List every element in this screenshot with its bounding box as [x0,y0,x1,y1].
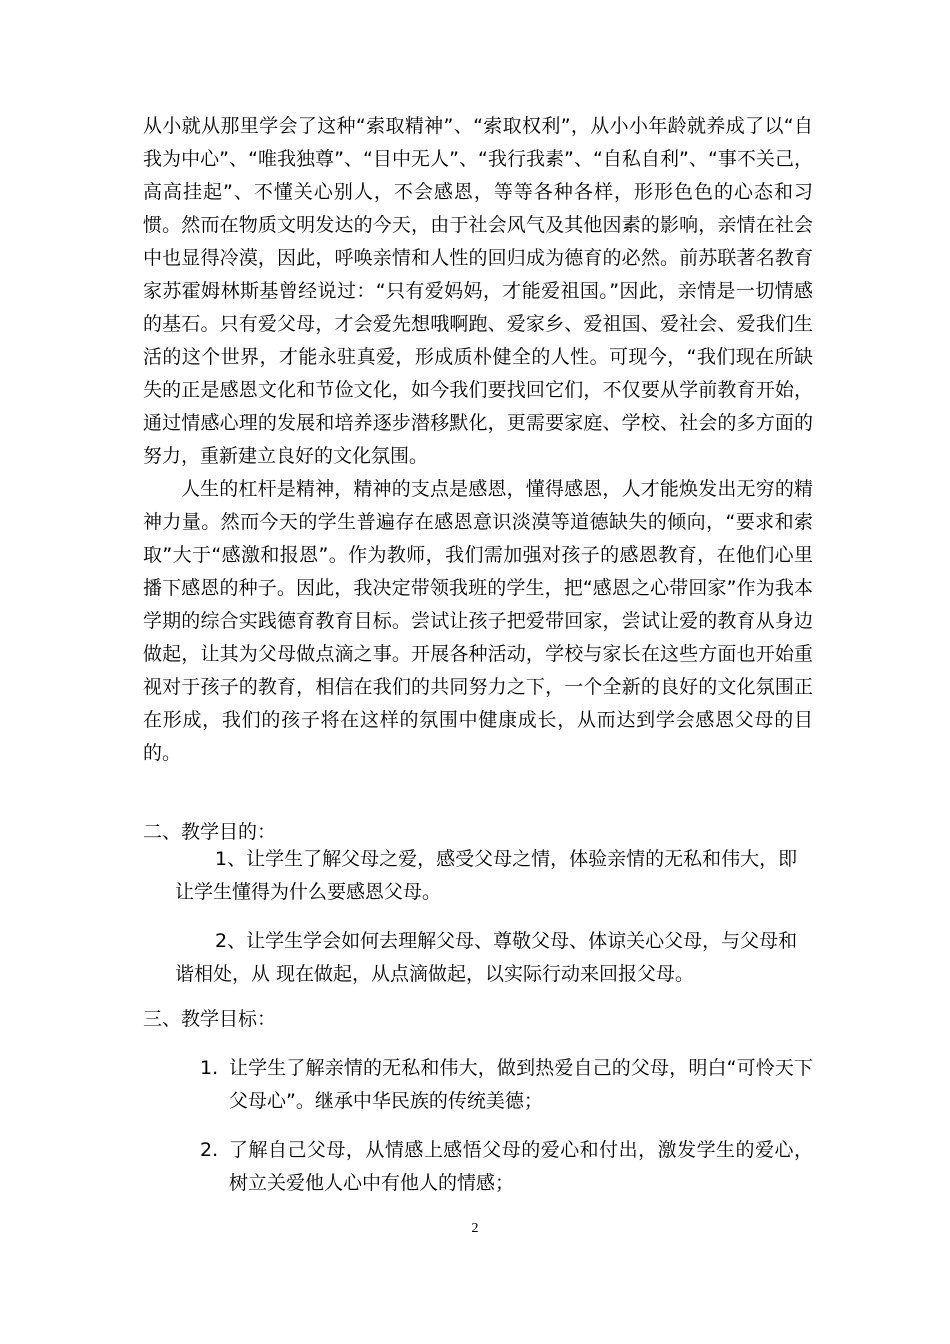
body-paragraph-2: 人生的杠杆是精神，精神的支点是感恩，懂得感恩，人才能焕发出无穷的精神力量。然而今天的学生普遍存在感恩意识淡漠等道德缺失的倾向，“要求和索取”大于“感激和报恩”。作为教师，我们需加强对孩子的感恩教育，在他们心里播下感恩的种子。因此，我决定带领我班的学生，把“感恩之心带回家”作为我本学期的综合实践德育教育目标。尝试让孩子把爱带回家，尝试让爱的教育从身边做起，让其为父母做点滴之事。开展各种活动，学校与家长在这些方面也开始重视对于孩子的教育，相信在我们的共同努力之下，一个全新的良好的文化氛围正在形成，我们的孩子将在这样的氛围中健康成长，从而达到学会感恩父母的目的。 [143,478,813,764]
purpose-item-2-line-2: 谐相处，从 现在做起，从点滴做起，以实际行动来回报父母。 [175,963,695,985]
body-paragraph-1: 从小就从那里学会了这种“索取精神”、“索取权利”，从小小年龄就养成了以“自我为中心”、“唯我独尊”、“目中无人”、“我行我素”、“自私自利”、“事不关己，高高挂起”、不懂关心别人，不会感恩，等等各种各样，形形色色的心态和习惯。然而在物质文明发达的今天，由于社会风气及其他因素的影响，亲情在社会中也显得冷漠，因此，呼唤亲情和人性的回归成为德育的必然。前苏联著名教育家苏霍姆林斯基曾经说过：“只有爱妈妈，才能爱祖国。”因此，亲情是一切情感的基石。只有爱父母，才会爱先想哦啊跑、爱家乡、爱祖国、爱社会、爱我们生活的这个世界，才能永驻真爱，形成质朴健全的人性。可现今，“我们现在所缺失的正是感恩文化和节俭文化，如今我们要找回它们，不仅要从学前教育开始，通过情感心理的发展和培养逐步潜移默化，更需要家庭、学校、社会的多方面的努力，重新建立良好的文化氛围。 [143,115,813,467]
goal-item-1-number: 1. [200,1057,219,1079]
goal-item-2-text: 了解自己父母，从情感上感悟父母的爱心和付出，激发学生的爱心，树立关爱他人心中有他人的情感； [229,1139,813,1194]
goal-item-2 [200,1134,813,1200]
purpose-item-2-line-1: 2、让学生学会如何去理解父母、尊敬父母、体谅关心父母，与父母和 [215,930,798,952]
purpose-item-1-line-1: 1、让学生了解父母之爱，感受父母之情，体验亲情的无私和伟大，即 [215,848,798,870]
page-number: 2 [471,1221,479,1236]
goal-item-1 [200,1052,813,1118]
section-heading-teaching-purpose: 二、教学目的： [143,821,277,843]
goal-item-2-number: 2. [200,1139,219,1161]
purpose-item-1 [175,843,813,909]
section-heading-teaching-goals: 三、教学目标： [143,1008,277,1030]
purpose-item-1-line-2: 让学生懂得为什么要感恩父母。 [175,881,442,903]
goal-item-1-text: 让学生了解亲情的无私和伟大，做到热爱自己的父母，明白“可怜天下父母心”。继承中华民族的传统美德； [229,1057,813,1112]
purpose-item-2 [175,925,813,991]
